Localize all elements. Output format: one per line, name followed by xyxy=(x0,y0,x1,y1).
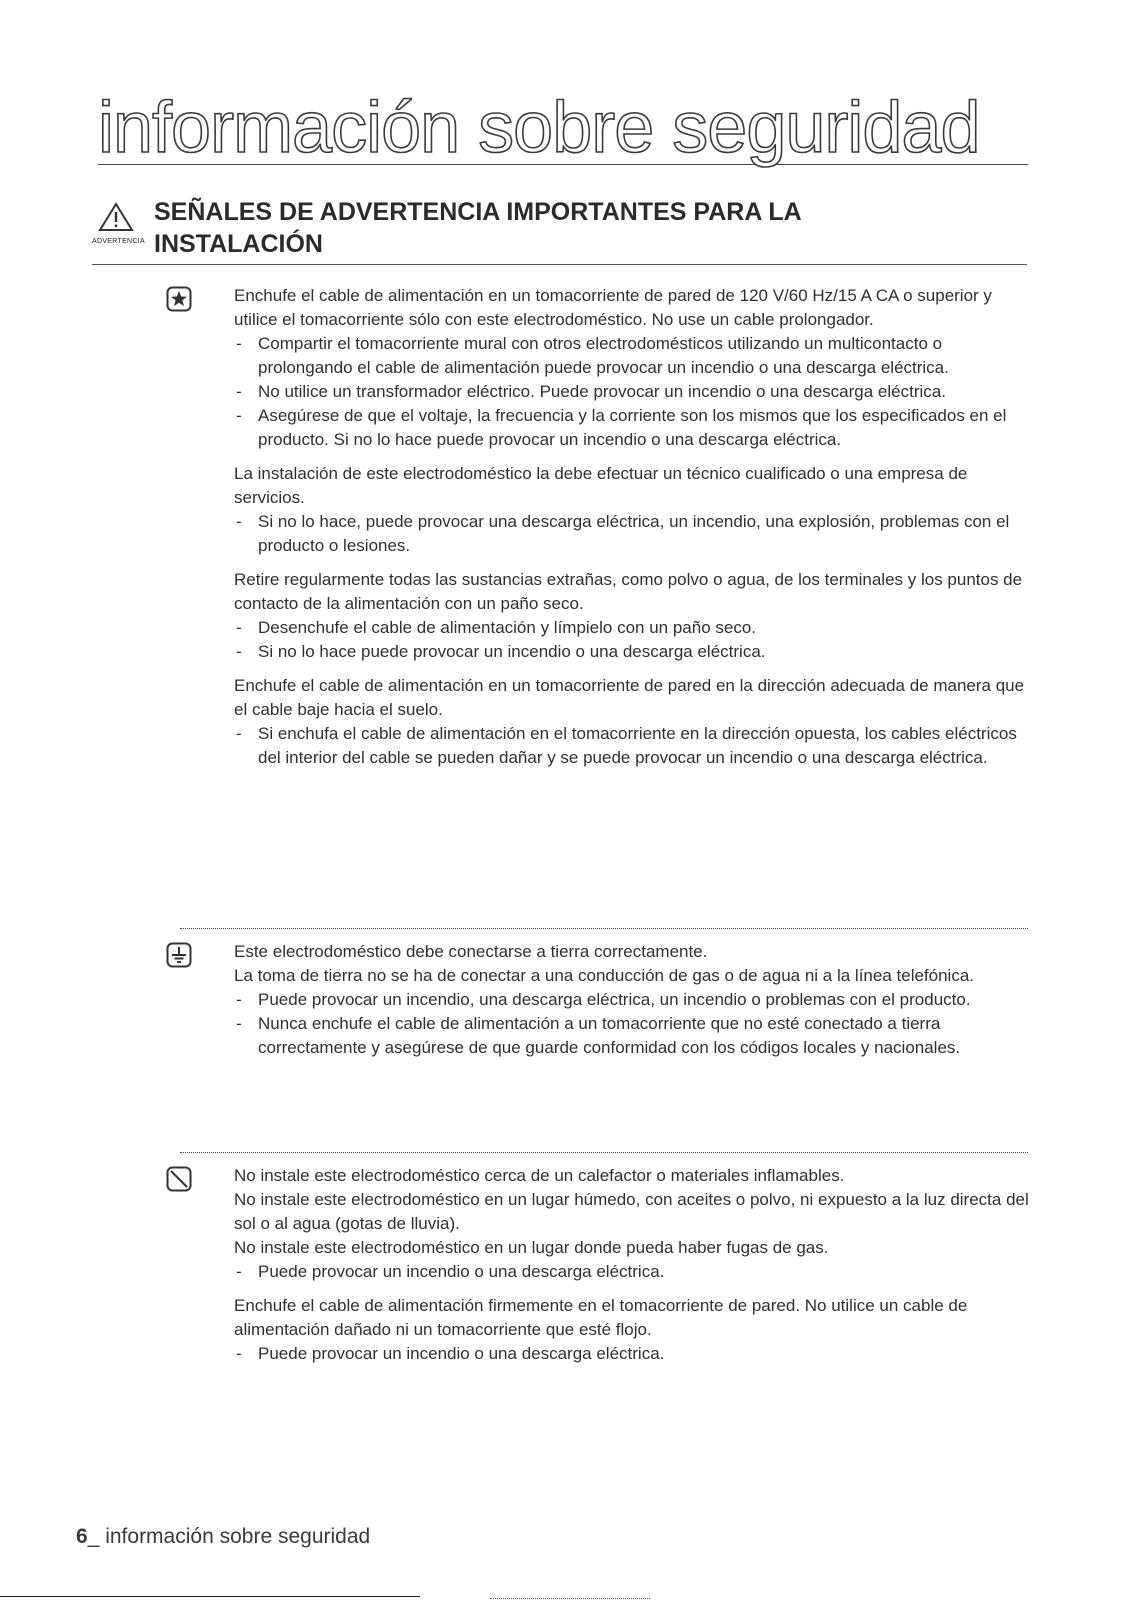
grounding-block xyxy=(180,940,1030,1060)
paragraph: Enchufe el cable de alimentación en un tomacorriente de pared de 120 V/60 Hz/15 A CA o superior y utilice el tomacorriente sólo con este electrodoméstico. No use un cable prolongador. xyxy=(234,286,992,329)
page-title: información sobre seguridad xyxy=(98,88,1028,165)
list-item: - Puede provocar un incendio o una descarga eléctrica. xyxy=(258,1260,1030,1284)
paragraph: No instale este electrodoméstico en un lugar donde pueda haber fugas de gas. xyxy=(234,1238,829,1257)
section-heading xyxy=(92,196,1027,265)
paragraph: Este electrodoméstico debe conectarse a tierra correctamente. xyxy=(234,942,708,961)
list-item: - Puede provocar un incendio, una descarga eléctrica, un incendio o problemas con el producto. xyxy=(258,988,1030,1012)
important-notes-block xyxy=(180,284,1030,770)
prohibited-icon xyxy=(166,1166,192,1192)
paragraph: Retire regularmente todas las sustancias extrañas, como polvo o agua, de los terminales y los puntos de contacto de la alimentación con un paño seco. xyxy=(234,570,1023,613)
list-item: - Desenchufe el cable de alimentación y límpielo con un paño seco. xyxy=(258,616,1030,640)
list-item: - Nunca enchufe el cable de alimentación a un tomacorriente que no esté conectado a tierra correctamente y asegúrese de que guarde conformidad con los códigos locales y nacionales. xyxy=(258,1012,1030,1060)
list-item: - No utilice un transformador eléctrico. Puede provocar un incendio o una descarga eléctrica. xyxy=(258,380,1030,404)
list-item: - Si no lo hace puede provocar un incendio o una descarga eléctrica. xyxy=(258,640,1030,664)
ground-icon xyxy=(166,942,192,968)
bottom-rule xyxy=(0,1596,420,1597)
list-item: - Asegúrese de que el voltaje, la frecuencia y la corriente son los mismos que los especificados en el producto. Si no lo hace puede provocar un incendio o una descarga eléctrica. xyxy=(258,404,1030,452)
paragraph: La instalación de este electrodoméstico la debe efectuar un técnico cualificado o una empresa de servicios. xyxy=(234,464,968,507)
divider xyxy=(180,928,1028,929)
list-item: - Si enchufa el cable de alimentación en el tomacorriente en la dirección opuesta, los cables eléctricos del interior del cable se pueden dañar y se puede provocar un incendio o una descarga eléctrica. xyxy=(258,722,1030,770)
divider xyxy=(180,1152,1028,1153)
paragraph: La toma de tierra no se ha de conectar a una conducción de gas o de agua ni a la línea telefónica. xyxy=(234,966,975,985)
star-important-icon xyxy=(166,286,192,312)
footer-separator: _ xyxy=(87,1525,100,1548)
paragraph: No instale este electrodoméstico en un lugar húmedo, con aceites o polvo, ni expuesto a la luz directa del sol o al agua (gotas de lluvia). xyxy=(234,1190,1029,1233)
footer-label: información sobre seguridad xyxy=(99,1525,371,1548)
page-number: 6 xyxy=(76,1525,88,1548)
prohibited-block xyxy=(180,1164,1030,1366)
section-title: SEÑALES DE ADVERTENCIA IMPORTANTES PARA LA INSTALACIÓN xyxy=(154,198,802,258)
warning-caption: ADVERTENCIA xyxy=(92,238,145,245)
list-item: - Puede provocar un incendio o una descarga eléctrica. xyxy=(258,1342,1030,1366)
paragraph: No instale este electrodoméstico cerca de un calefactor o materiales inflamables. xyxy=(234,1166,845,1185)
list-item: - Compartir el tomacorriente mural con otros electrodomésticos utilizando un multicontacto o prolongando el cable de alimentación puede provocar un incendio o una descarga eléctrica. xyxy=(258,332,1030,380)
bottom-mark xyxy=(490,1598,650,1602)
page-footer xyxy=(76,1525,370,1549)
paragraph: Enchufe el cable de alimentación firmemente en el tomacorriente de pared. No utilice un cable de alimentación dañado ni un tomacorriente que esté flojo. xyxy=(234,1296,968,1339)
paragraph: Enchufe el cable de alimentación en un tomacorriente de pared en la dirección adecuada de manera que el cable baje hacia el suelo. xyxy=(234,676,1025,719)
warning-triangle-icon xyxy=(98,202,134,232)
list-item: - Si no lo hace, puede provocar una descarga eléctrica, un incendio, una explosión, problemas con el producto o lesiones. xyxy=(258,510,1030,558)
